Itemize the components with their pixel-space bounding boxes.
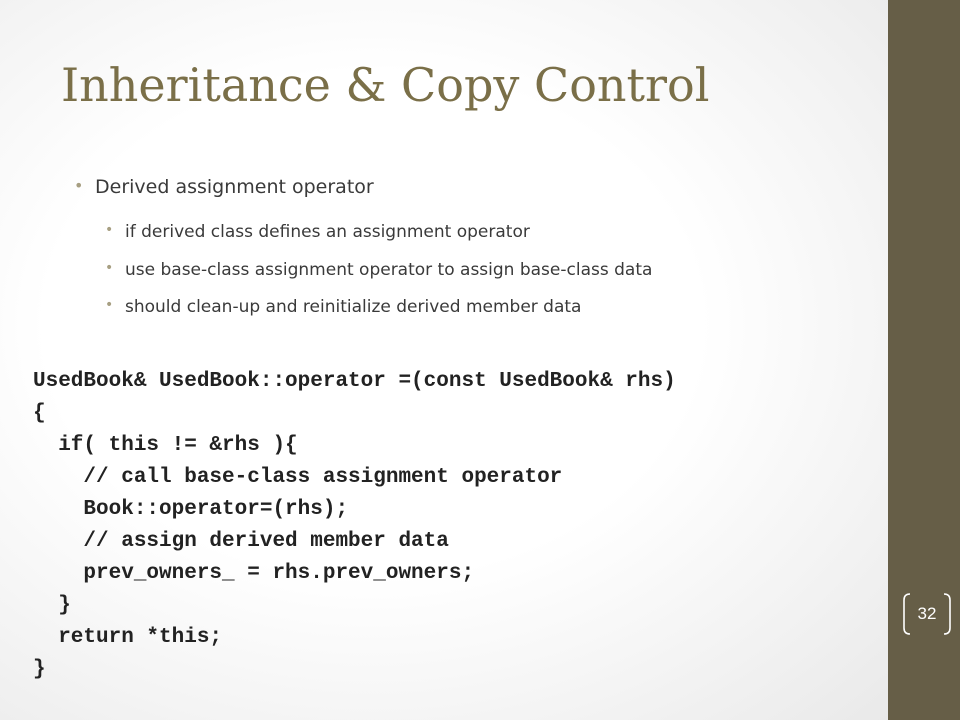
code-line: // call base-class assignment operator (33, 466, 563, 489)
bullet-marker: • (105, 260, 114, 276)
bullet-marker: • (74, 176, 84, 195)
code-line: UsedBook& UsedBook::operator =(const UsedBook& rhs) (33, 370, 676, 393)
code-line: { (33, 402, 46, 425)
code-line: } (33, 594, 71, 617)
code-line: } (33, 658, 46, 681)
code-line: if( this != &rhs ){ (33, 434, 298, 457)
code-line: return *this; (33, 626, 223, 649)
bullet-marker: • (105, 297, 114, 313)
slide-title: Inheritance & Copy Control (61, 58, 710, 112)
bullet-text: use base-class assignment operator to assign base-class data (125, 260, 653, 280)
code-line: prev_owners_ = rhs.prev_owners; (33, 562, 475, 585)
bullet-text: if derived class defines an assignment operator (125, 222, 530, 242)
sub-bullet-item (105, 260, 653, 280)
sub-bullet-item (105, 297, 582, 317)
slide-number-badge (901, 592, 953, 636)
code-line: Book::operator=(rhs); (33, 498, 349, 521)
bullet-marker: • (105, 222, 114, 238)
bullet-text: should clean-up and reinitialize derived member data (125, 297, 582, 317)
slide-number: 32 (917, 604, 937, 623)
bullet-item (74, 176, 374, 198)
sub-bullet-item (105, 222, 530, 242)
code-line: // assign derived member data (33, 530, 449, 553)
code-block (33, 366, 676, 686)
bullet-text: Derived assignment operator (95, 176, 374, 198)
